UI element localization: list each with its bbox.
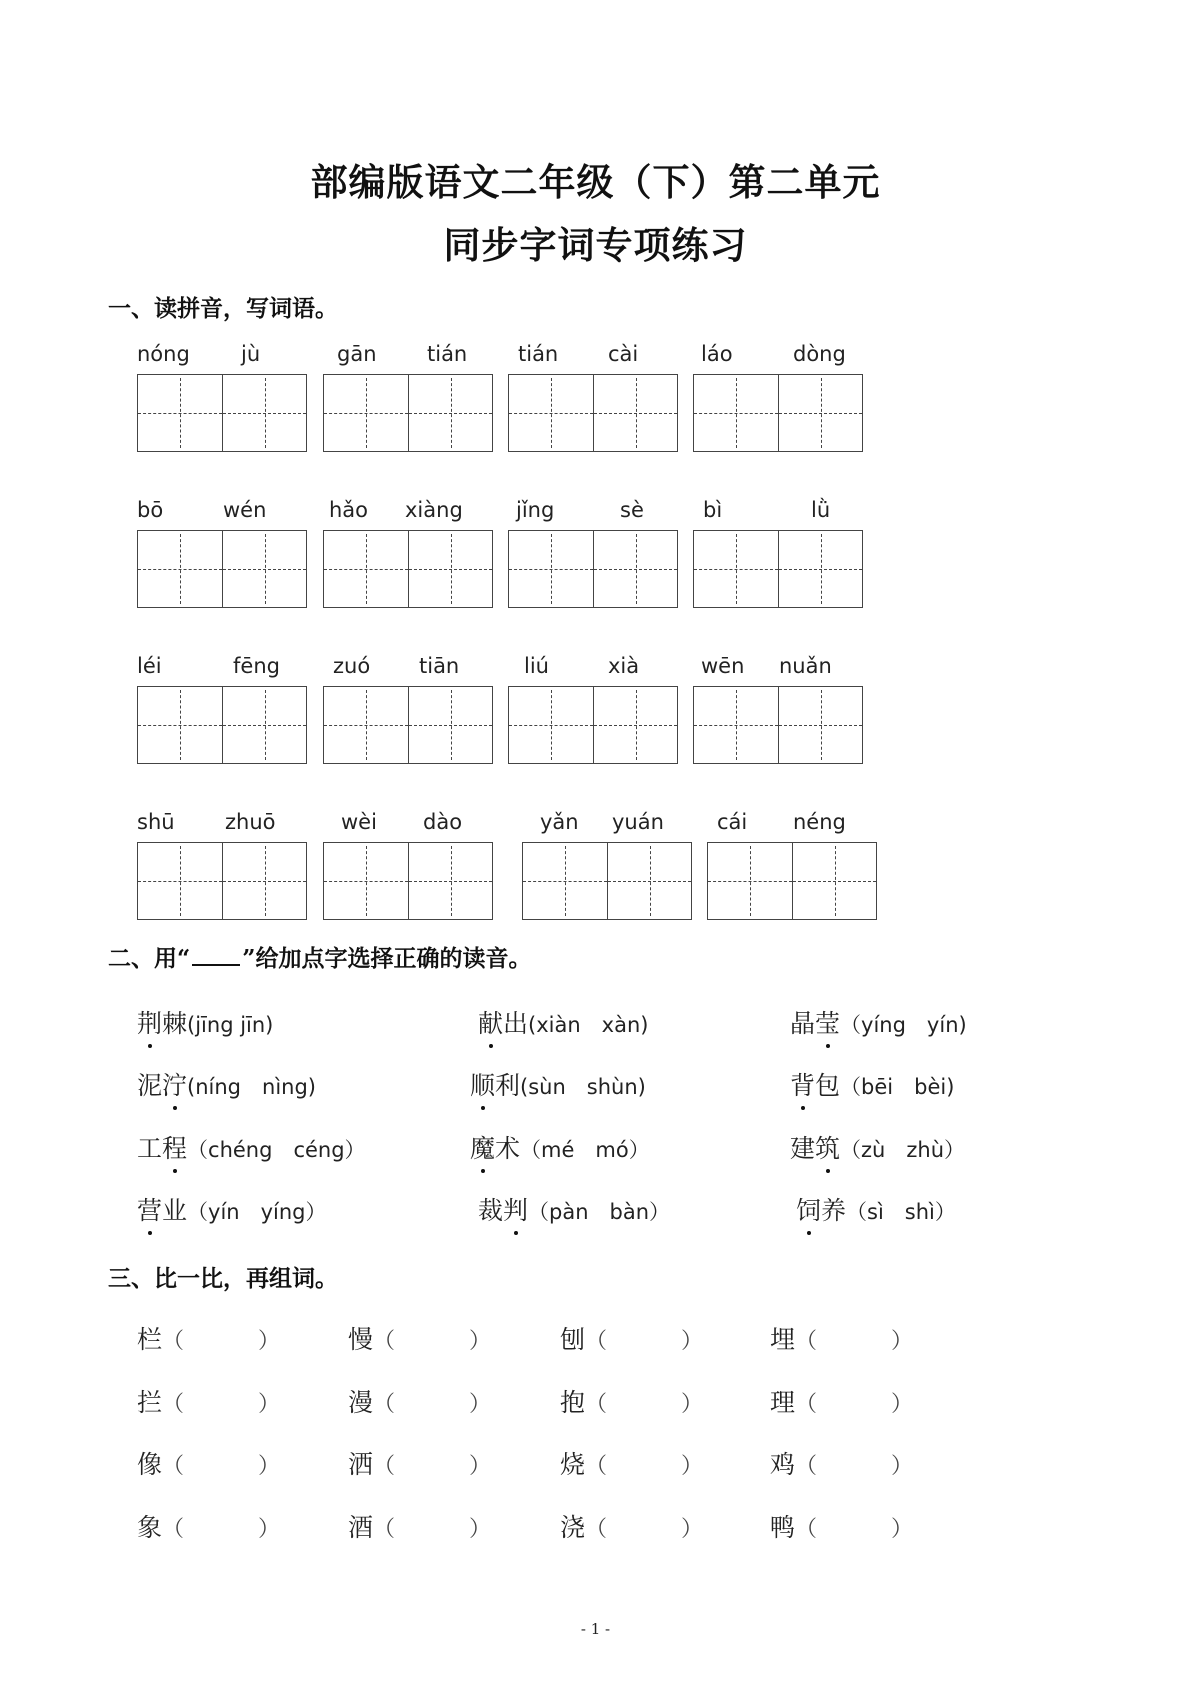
- tianzi-cell[interactable]: [408, 375, 492, 451]
- tianzi-cell[interactable]: [138, 375, 222, 451]
- tianzi-cell[interactable]: [694, 531, 778, 607]
- writing-grid[interactable]: [137, 842, 307, 920]
- pinyin-word-block: [707, 810, 877, 840]
- tianzi-cell[interactable]: [694, 687, 778, 763]
- pinyin-word-block: [137, 498, 307, 528]
- dotted-char: 筑: [815, 1129, 840, 1165]
- word-group-item[interactable]: 烧（ ）: [560, 1450, 704, 1479]
- pinyin-word-block: [323, 498, 493, 528]
- pinyin-options[interactable]: （chéng céng）: [187, 1138, 366, 1162]
- tianzi-cell[interactable]: [408, 531, 492, 607]
- page-number: - 1 -: [580, 1620, 611, 1638]
- tianzi-cell[interactable]: [509, 531, 593, 607]
- tianzi-cell[interactable]: [694, 375, 778, 451]
- page-title: 部编版语文二年级（下）第二单元: [310, 160, 881, 204]
- section-heading-part2: [108, 940, 531, 973]
- pinyin-syllable: dòng: [793, 342, 846, 366]
- word-group-item[interactable]: 漫（ ）: [348, 1388, 492, 1417]
- char: 刨: [560, 1325, 586, 1354]
- writing-grid[interactable]: [693, 530, 863, 608]
- word-group-item[interactable]: 象（ ）: [137, 1513, 281, 1542]
- pinyin-syllable: sè: [620, 498, 644, 522]
- char: 建: [790, 1134, 816, 1163]
- char: 拦: [137, 1388, 163, 1417]
- pronunciation-choice[interactable]: [790, 1129, 965, 1165]
- pinyin-syllable: zuó: [333, 654, 371, 678]
- heading-prefix: 二、用“: [108, 945, 191, 972]
- char: 出: [503, 1009, 529, 1038]
- tianzi-cell[interactable]: [408, 687, 492, 763]
- tianzi-cell[interactable]: [138, 843, 222, 919]
- dotted-char: 荆: [137, 1004, 162, 1040]
- char: 栏: [137, 1325, 163, 1354]
- pinyin-word-block: [323, 810, 493, 840]
- char: 棘: [162, 1009, 188, 1038]
- pinyin-syllable: nuǎn: [779, 654, 832, 678]
- pronunciation-choice[interactable]: [470, 1129, 650, 1165]
- pinyin-syllable: yuán: [612, 810, 664, 834]
- pinyin-syllable: nóng: [137, 342, 190, 366]
- char: 理: [770, 1388, 796, 1417]
- char: 工: [137, 1134, 163, 1163]
- pinyin-syllable: bì: [703, 498, 723, 522]
- char: 晶: [790, 1009, 816, 1038]
- dotted-char: 魔: [470, 1129, 495, 1165]
- pinyin-syllable: xià: [608, 654, 640, 678]
- char: 浇: [560, 1513, 586, 1542]
- tianzi-cell[interactable]: [708, 843, 792, 919]
- char: 鸭: [770, 1513, 796, 1542]
- dotted-char: 判: [503, 1191, 528, 1227]
- tianzi-cell[interactable]: [778, 375, 862, 451]
- pinyin-syllable: dào: [423, 810, 463, 834]
- dotted-char: 背: [790, 1066, 815, 1102]
- tianzi-cell[interactable]: [778, 687, 862, 763]
- pinyin-options[interactable]: （mé mó）: [520, 1138, 650, 1162]
- word-group-item[interactable]: 抱（ ）: [560, 1388, 704, 1417]
- pinyin-syllable: zhuō: [225, 810, 276, 834]
- pinyin-options[interactable]: （yíng yín): [840, 1013, 967, 1037]
- pinyin-syllable: jù: [241, 342, 261, 366]
- pinyin-options[interactable]: （bēi bèi): [840, 1075, 955, 1099]
- tianzi-cell[interactable]: [324, 843, 408, 919]
- pinyin-word-block: [323, 654, 493, 684]
- tianzi-cell[interactable]: [593, 687, 677, 763]
- writing-grid[interactable]: [508, 686, 678, 764]
- dotted-char: 莹: [815, 1004, 840, 1040]
- writing-grid[interactable]: [693, 374, 863, 452]
- tianzi-cell[interactable]: [222, 687, 306, 763]
- pinyin-syllable: jǐng: [516, 498, 555, 522]
- word-group-item[interactable]: 刨（ ）: [560, 1325, 704, 1354]
- tianzi-cell[interactable]: [138, 687, 222, 763]
- word-group-item[interactable]: 鸭（ ）: [770, 1513, 914, 1542]
- pinyin-syllable: liú: [524, 654, 549, 678]
- pinyin-syllable: fēng: [233, 654, 280, 678]
- pinyin-syllable: cái: [717, 810, 748, 834]
- pinyin-word-block: [137, 342, 307, 372]
- writing-grid[interactable]: [693, 686, 863, 764]
- underline-mark: [192, 946, 240, 966]
- tianzi-cell[interactable]: [222, 843, 306, 919]
- pinyin-syllable: shū: [137, 810, 175, 834]
- pinyin-word-block: [693, 654, 863, 684]
- pinyin-word-block: [323, 342, 493, 372]
- pinyin-options[interactable]: (jīng jīn): [187, 1013, 274, 1037]
- pinyin-word-block: [522, 810, 692, 840]
- writing-grid[interactable]: [323, 842, 493, 920]
- pinyin-syllable: hǎo: [329, 498, 369, 522]
- char: 酒: [348, 1513, 374, 1542]
- pinyin-syllable: bō: [137, 498, 164, 522]
- pinyin-syllable: léi: [137, 654, 162, 678]
- tianzi-cell[interactable]: [324, 687, 408, 763]
- pinyin-word-block: [137, 810, 307, 840]
- pronunciation-choice[interactable]: [478, 1004, 648, 1040]
- tianzi-cell[interactable]: [778, 531, 862, 607]
- writing-grid[interactable]: [323, 374, 493, 452]
- char: 抱: [560, 1388, 586, 1417]
- char: 漫: [348, 1388, 374, 1417]
- pinyin-syllable: lǜ: [811, 498, 831, 522]
- section-heading-part1: 一、读拼音，写词语。: [108, 295, 338, 322]
- pinyin-syllable: tián: [518, 342, 559, 366]
- word-group-item[interactable]: 浇（ ）: [560, 1513, 704, 1542]
- pinyin-word-block: [508, 498, 678, 528]
- char: 泥: [137, 1071, 163, 1100]
- pronunciation-choice[interactable]: [790, 1004, 967, 1040]
- writing-grid[interactable]: [137, 530, 307, 608]
- word-group-item[interactable]: 拦（ ）: [137, 1388, 281, 1417]
- pinyin-syllable: wēn: [701, 654, 745, 678]
- pronunciation-choice[interactable]: [796, 1191, 956, 1227]
- dotted-char: 泞: [162, 1066, 187, 1102]
- dotted-char: 献: [478, 1004, 503, 1040]
- tianzi-cell[interactable]: [509, 687, 593, 763]
- char: 养: [821, 1196, 847, 1225]
- writing-grid[interactable]: [137, 374, 307, 452]
- writing-grid[interactable]: [323, 686, 493, 764]
- char: 利: [495, 1071, 521, 1100]
- char: 裁: [478, 1196, 504, 1225]
- section-heading-part3: 三、比一比，再组词。: [108, 1265, 338, 1292]
- heading-suffix: ”给加点字选择正确的读音。: [242, 945, 532, 972]
- char: 烧: [560, 1450, 586, 1479]
- tianzi-cell[interactable]: [593, 531, 677, 607]
- pinyin-options[interactable]: (xiàn xàn): [528, 1013, 649, 1037]
- word-group-item[interactable]: 酒（ ）: [348, 1513, 492, 1542]
- pinyin-syllable: láo: [701, 342, 733, 366]
- pronunciation-choice[interactable]: [137, 1129, 366, 1165]
- dotted-char: 饲: [796, 1191, 821, 1227]
- writing-grid[interactable]: [323, 530, 493, 608]
- char: 业: [162, 1196, 188, 1225]
- pinyin-word-block: [137, 654, 307, 684]
- pinyin-syllable: yǎn: [540, 810, 579, 834]
- char: 埋: [770, 1325, 796, 1354]
- pinyin-syllable: néng: [793, 810, 846, 834]
- writing-grid[interactable]: [707, 842, 877, 920]
- pinyin-syllable: gān: [337, 342, 377, 366]
- char: 鸡: [770, 1450, 796, 1479]
- word-group-item[interactable]: 栏（ ）: [137, 1325, 281, 1354]
- tianzi-cell[interactable]: [222, 531, 306, 607]
- writing-grid[interactable]: [508, 530, 678, 608]
- pronunciation-choice[interactable]: [790, 1066, 954, 1102]
- word-group-item[interactable]: 洒（ ）: [348, 1450, 492, 1479]
- page-subtitle: 同步字词专项练习: [443, 223, 748, 267]
- pronunciation-choice[interactable]: [137, 1191, 327, 1227]
- pronunciation-choice[interactable]: [137, 1004, 273, 1040]
- pronunciation-choice[interactable]: [470, 1066, 646, 1102]
- pinyin-options[interactable]: (sùn shùn): [520, 1075, 646, 1099]
- writing-grid[interactable]: [522, 842, 692, 920]
- dotted-char: 营: [137, 1191, 162, 1227]
- writing-grid[interactable]: [137, 686, 307, 764]
- tianzi-cell[interactable]: [509, 375, 593, 451]
- tianzi-cell[interactable]: [593, 375, 677, 451]
- char: 象: [137, 1513, 163, 1542]
- pinyin-options[interactable]: （sì shì）: [846, 1200, 956, 1224]
- dotted-char: 程: [162, 1129, 187, 1165]
- char: 洒: [348, 1450, 374, 1479]
- char: 包: [815, 1071, 841, 1100]
- writing-grid[interactable]: [508, 374, 678, 452]
- pinyin-word-block: [508, 342, 678, 372]
- pinyin-syllable: wén: [223, 498, 267, 522]
- pronunciation-choice[interactable]: [478, 1191, 670, 1227]
- pinyin-options[interactable]: （zù zhù）: [840, 1138, 966, 1162]
- pinyin-options[interactable]: （pàn bàn）: [528, 1200, 671, 1224]
- tianzi-cell[interactable]: [324, 375, 408, 451]
- tianzi-cell[interactable]: [222, 375, 306, 451]
- tianzi-cell[interactable]: [408, 843, 492, 919]
- char: 术: [495, 1134, 521, 1163]
- pinyin-options[interactable]: (níng nìng): [187, 1075, 316, 1099]
- pinyin-syllable: wèi: [341, 810, 377, 834]
- pinyin-word-block: [508, 654, 678, 684]
- pronunciation-choice[interactable]: [137, 1066, 316, 1102]
- tianzi-cell[interactable]: [607, 843, 691, 919]
- word-group-item[interactable]: 埋（ ）: [770, 1325, 914, 1354]
- pinyin-syllable: xiàng: [405, 498, 463, 522]
- word-group-item[interactable]: 像（ ）: [137, 1450, 281, 1479]
- tianzi-cell[interactable]: [138, 531, 222, 607]
- pinyin-syllable: tián: [427, 342, 468, 366]
- tianzi-cell[interactable]: [792, 843, 876, 919]
- char: 像: [137, 1450, 163, 1479]
- pinyin-syllable: tiān: [419, 654, 460, 678]
- pinyin-options[interactable]: （yín yíng）: [187, 1200, 327, 1224]
- pinyin-syllable: cài: [608, 342, 639, 366]
- pinyin-word-block: [693, 342, 863, 372]
- word-group-item[interactable]: 鸡（ ）: [770, 1450, 914, 1479]
- tianzi-cell[interactable]: [523, 843, 607, 919]
- dotted-char: 顺: [470, 1066, 495, 1102]
- char: 慢: [348, 1325, 374, 1354]
- word-group-item[interactable]: 慢（ ）: [348, 1325, 492, 1354]
- word-group-item[interactable]: 理（ ）: [770, 1388, 914, 1417]
- tianzi-cell[interactable]: [324, 531, 408, 607]
- pinyin-word-block: [693, 498, 863, 528]
